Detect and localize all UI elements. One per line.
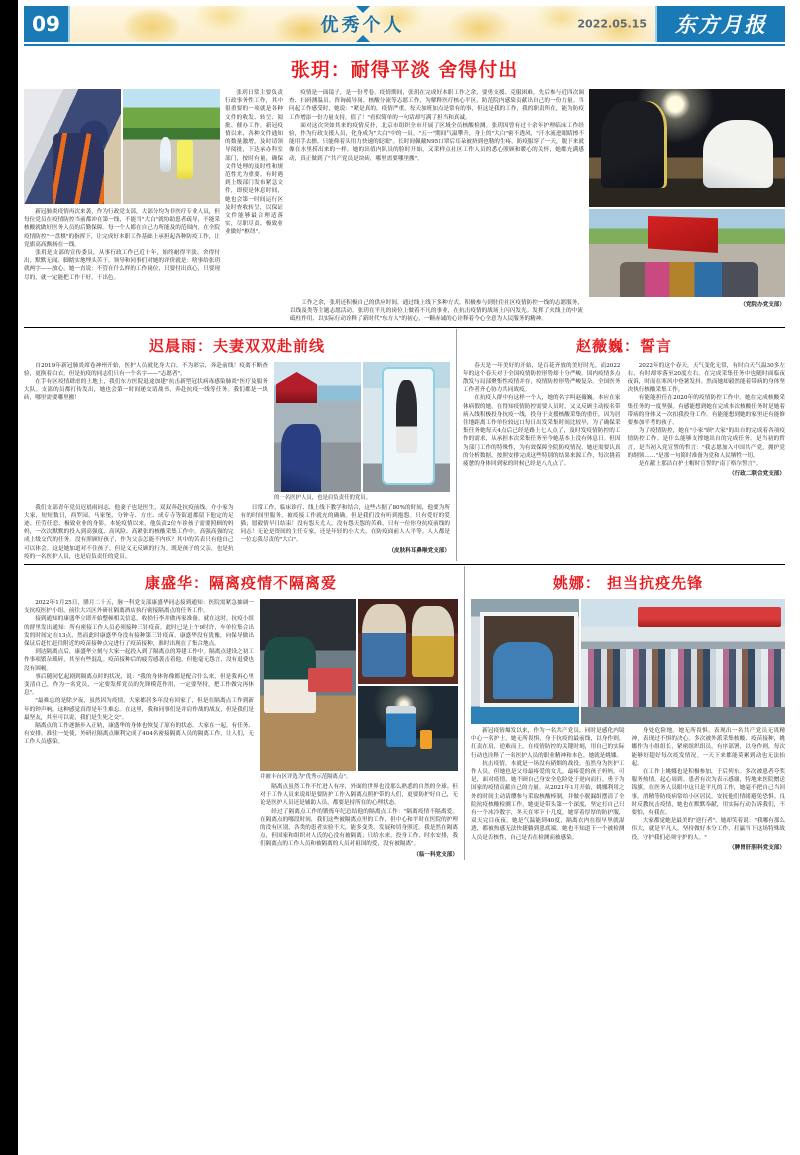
page-number: 09 [24, 6, 68, 42]
article1-signature: （党院办党支部） [740, 302, 785, 308]
article-chichenyu [24, 329, 456, 561]
paragraph: 为了疫情防控，她在"小家"顾"大家"的出自的完成着各项疫情防控工作。是什么能够支撑她出自的完成任务。是当初的哲言，是当初入党宣誓的哲言："我志愿加入中国共产党，拥护党的纲领……"是那一句简时准备为党和人民牺牲一切。 [627, 428, 785, 459]
article1-col1 [24, 204, 220, 282]
lab-staff-photo [260, 599, 356, 771]
paragraph: 是在献上那洁白护士帽时宣誓的"南丁格尔誓言"。 [638, 461, 762, 468]
paragraph: 隔离点虽然工作不忙进人有序，外面的世界也没那么熟悉的自然的全球。但对于工作人员来说却是要防护工作入隔离点照护带的人们，更要防护好自己，无论是医护人员还是辅助人员，都要是持所在的心理状态。 [260, 784, 458, 807]
article4-signature: （临一科党支部） [413, 851, 458, 858]
article-headline: 赵薇巍：誓言 [575, 336, 672, 355]
article1-left-media [24, 89, 220, 282]
paragraph: 张玥日常主要负责行政事务性工作，其中很重要的一项就是各种文件的收发、转呈、阅批、催办工作。新冠疫情以来，各种文件通知的数量激增，及时请领导阅批，下达承办科室部门，按时有量，确保文件处理的及时性和规范性尤为重要。有时遇到上级部门发布紧急文件，即使是休息时间，她也会第一时间运行区及时查收转呈，以保证文件能够最合理适落实，尽职尽责、极致业业做好"枢纽"。 [225, 90, 283, 236]
article2-col1 [24, 362, 268, 403]
article-headline: 康盛华：隔离疫情不隔离爱 [144, 574, 337, 593]
paragraph: 自2019年新冠肺炎席卷神州开始，医护人员就化身大白，不为彩宗，奔赴前线！疫离不断查验，更换着白衣，但是抗疫的同志们只有一个名字——"志愿者"。 [24, 362, 268, 377]
street-testing-site-photo [123, 89, 220, 204]
article-kangshenghua [24, 566, 464, 860]
article4-caption: 并被丰台区评选为"优秀示范隔离点"。 [260, 774, 352, 781]
article2-signature: （皮肤科耳鼻喉党支部） [388, 547, 450, 554]
paragraph: 身处危险地。她无所畏惧。表现出一名共产党员无畏精神，表现过不惧的决心。多次被外派采集核酸、疫苗接种，姚娜作为小组组长，紧密组织组员，有序部署，以身作则，每次能够好超好每次疫发情况。一天下来都能莫累到动也无法抬起。 [631, 728, 785, 767]
tent-testing-photo [274, 362, 361, 492]
issue-date: 2022.05.15 [577, 17, 647, 31]
article1-col3 [289, 89, 584, 163]
paragraph: 工作之余，张玥还积极自己的供应时间，通过线上线下多种方式，积极参与到驻住社区疫情防控一线的志愿服务，以线及类等主题志愿活动。张玥在平凡的岗位上做着不凡的事业，在抗击疫情的战场上闪闪发光。发挥了火线上的中流砥柱作用，以实际行动诠释了新时代"东方人"的初心，一颗赤诚的心诠释着今心全意为人民服务的精神。 [290, 300, 583, 323]
article-yaona [465, 566, 785, 860]
paragraph: 在工作上姚娜也是积极参加，于后列东。多次被患者夸奖服务热情。起心周到。患者有次为表示感谢，特地来医院赠送锦旗。在医务人员眼中这只是平凡的工作，她毫不把自己当回事。消精等防疫病常给小区居民，安抚他们情绪避免恐惧。良时反教抗击疫情，她也在默默奉献，用实际行动告诉我们，不要怕，有我在。 [631, 769, 785, 817]
section-title: 优秀个人 [320, 15, 405, 36]
paragraph: 隔离点的工作逐渐步入正轨，康盛华的身体也恢复了原有的状态。大家在一起，有任务、有安排、准往一处使，外研社隔离点顺利完成了404名密接隔离人员的隔离工作，让人们，无工作人员感染。 [24, 723, 254, 746]
right-bleed-bar [793, 0, 800, 1155]
article1-right-media [589, 89, 785, 297]
paragraph: 我们支部青年党员迟晨雨同志，他妻子也是医生，双双奔赴抗疫前线。介小家为大家，短短数日，西罗园、马家堡、分钟寺、方庄、成专寺等街道都留下他定的足迹、任劳任恋、极致业业的身影。本轮疫情以来，他负责2位车诊孩子需要照顾的妈妈，一次次默默的投入到高强度、高风险、高紧张的核酸采集工作中。高强高强的完成上级交代的任务。没有照顾好孩子，作为父亲怎能不内疚？其中的苦表只有他自己可以体会。这是她加道对不住孩子，但是义无反顾的行为。既是孩子的父亲，也是抗疫的一名医护人员，也是肩负责任的党员。 [24, 504, 234, 560]
paragraph: 有能能担任在2020年的疫情防控工作中。她在完成核酸采集任务的一度坚强。有感能想到她在完成本次核酸任务时是她着带病的身体又一次扣我投身工作。有能能想到她的家里还有能修要参加半考的孩子。 [627, 395, 785, 427]
paragraph: 疫情是一面镜子，是一份考卷。疫情期间，张玥在完成好本职工作之余，要勇支援、克服困难，先后参与近四次调查、扫码测温员、咨询疏导岗、核酸分流等志愿工作，为解释医疗核心平区，防范院内感染贡献出自己的一份力量。当问起工作感受时，她说："紧是真的，疫情严重，每天加班加点是常有的事，但这是我的工作，我的职责所在，能为防疫工作增添一份力量支持，值了！"看似简单的一句话却写满了担当和真诚。 [289, 90, 584, 121]
article-zhaoweiwei [457, 329, 785, 561]
article1-bottom-cols [24, 299, 785, 324]
paragraph: 经过了隔离点工作的锻炼年纪总结他的隔离点工作："隔离疫情不隔离爱。在隔离点的哪段时间，我们这些被隔离点里的工作，但中心和平时在医院的护理的没有区别，各类的患者实验不大，能多变类、发展和切身照近。我是然在隔离点，但国家和组织对人氏的心没有被隔离；只给水来，投身工作、时水安排，我们隔离点的工作人员和被隔离的人员对祖国的爱，没有被隔离"。 [260, 808, 458, 848]
ppe-staff-photo [358, 599, 458, 684]
article4-col2 [260, 783, 458, 849]
paragraph: 2022年1月25日，腊月二十五，脉一科党支部康盛华同志接到通知：医院需紧急抽调一支抗疫医护小组，前往大兴区外研社隔离酒店执行密接隔离点的任务工作。 [24, 600, 254, 615]
article2-caption: 的一名医护人员，也是肩负责任的党员。 [274, 494, 372, 501]
paragraph: 事后随同忆起剧到隔离点时的状况，说："我的身体你像都是配合什么来，但是我再心里变清自己，作为一名党员，一定要发挥党员的先锋模范作用，一定要坚持，把工作做完再休息"。 [24, 673, 254, 697]
page-content [18, 0, 793, 1155]
article4-col1 [24, 599, 254, 747]
article1-col2 [225, 89, 283, 237]
window-victory-photo [471, 599, 579, 724]
swab-closeup-photo [24, 89, 121, 204]
paragraph: 抗击疫情，本就是一场没有硝烟的战役。虽然身为医护工作人员，但她也是父母最疼爱的女儿，最疼爱的孩子妈妈。可是，面对疫情，她不顾自己身安全危险处于逆向而行。勇于为国家的疫情贡献自己的力量。从2021年1月开始，姚娜利用之外的时间主动请缨参与采取核酸棒制，并做小脱漏组摆清了全院抗疫核酸检测工作，她更是带头第一个深度，坚定打自己只有一个冰冷数字，冬天在零下十几度，她穿着厚厚的防护服，双天完目夜夜，她是气温能到40度，隔离衣内在很早里就湿透，都被热感无法快捷躺到患底端。她也不知道下一个被检测人员是否核性，自己是否在检测而被感染。 [471, 760, 625, 841]
paragraph: 春天是一年美好的开始，是百花齐放的美好时光。而2022年的这个春天对于全国疫情防控形势却十分严峻。国内疫情多点散发与局部聚集性疫情并存，疫情防控形势严峻复杂。全国医务工作者齐心协力共同战疫。 [463, 362, 621, 394]
paragraph: "最难忘的是除夕夜，虽然因为疫情，大家都居多年没有回家了，但是在隔离点工作到新年的钟声响，这种感觉真得是年生难忘。在这里，我和同事们是并肩作战的战友，但是我们是最坚友，其至可以说，我们是生死之交"。 [24, 698, 254, 721]
article-zhangyue [24, 49, 785, 324]
article2-col3 [241, 504, 451, 545]
article-row-2 [24, 329, 785, 561]
paragraph: 在手有区疫情肆虐的土地上，我们东方医院退途加建"抗击新型冠状病毒感染肺炎"医疗及服务大队。支部的员都打传发出，她也会第一时间递交请战书，奔赴抗疫一线等任务。我们都是一块砖，哪里需要哪里搬！ [24, 379, 268, 402]
crowd-gathering-photo [581, 599, 785, 724]
paper-nameplate: 东方月报 [657, 6, 785, 42]
row-separator-2 [24, 564, 785, 565]
row-separator-1 [24, 327, 785, 328]
night-station-photo [358, 686, 458, 771]
article-headline: 姚娜： 担当抗疫先锋 [552, 574, 704, 593]
masthead-rule [24, 44, 785, 46]
article2-col2 [24, 504, 234, 561]
paragraph: 新冠肺炎疫情再次来袭，作为行政党支部，大部分均为非医疗专业人员，但每位党员在疫情防控当前都冲在第一线，不能当"大白"就协助患者疏导，不能采核酸就做好医务人员的后勤保障。每一个人都在自己力所能及的范围内，在全院疫情防控"一盘棋"的指挥下，让完成好本职工作基础上承担起各种防疫工作，让党旗高高飘扬在一线。 [24, 209, 220, 248]
masthead [24, 6, 785, 42]
article3-col1 [463, 362, 621, 480]
masthead-banner [68, 6, 657, 42]
article-headline: 迟晨雨：夫妻双双赴前线 [148, 336, 325, 355]
article1-col4 [290, 299, 583, 324]
volunteer-group-banner-photo [589, 209, 785, 297]
night-testing-booth-photo [589, 89, 785, 207]
paragraph: 张玥是支部的宣传委员，从事行政工作已近十年，始终耐得平淡、舍得付出，默默无闻、脚踏实地埋头苦干。领导和同事们对她的评价就是：啥事给张玥就两字——放心。她一直说：不管在什么样的工作岗位，只要付出真心，只要现尽的，就一定能把工作干好，干出色。 [24, 250, 220, 281]
paragraph: 在抗疫人群中有这样一个人，她的名字叫赵薇巍。本应在家休病假的她，在得知疫情防控需要人员时，又义反顾主动报名带病入线积极投身抗疫一线，投身于支援核酸采集的重任。因为居住地距离工作单位较远口每日出发采集时间比较早，为了确保采集任务她每天4点后已经是路上七人点了，及时发疫情防控的工作的需求，从承担本次采集任务至今她基本上没有休息日。但因为部门工作的特殊性，为有效保障全院防疫情况，她还需要认真的分析数据，按照安排完成这些特别的结果来源工作，每次挑着疲惫的身体回到家的时候已经是八九点了。 [463, 395, 621, 468]
article5-col2 [632, 727, 786, 842]
article3-signature: （行政二联合党支部） [729, 471, 785, 478]
paragraph: 日常工作、临床诊疗、线上线下教学和结合，这些占据了80%的时间，他要为所有的时间里服务，被疫接工作就充的确确。但是我们没有听到抱怨。只有爱好的爱猫；愿毅情早日结束！没有怨天尤人，没有怨天怨的苦难，只有一位你身抗疫前线的同志！无论是资间的主任专家，还是年轻的小大夫，在防疫面前人人平等。人人都是一位忘我尽责的"大白"。 [240, 504, 450, 544]
paragraph: 到达隔离点后，康盛华立刻与大家一起投入到了隔离点的筹建工作中。隔离点建设之初工作事项繁杂琐碎，其至有些混乱。疫苗接种后的疲劳感袭击着他，但他毫无怨言，没有退费也没有困顿。 [24, 649, 254, 672]
paragraph: 大家都觉她是最美的"逆行者"。她却笑着说："我哪有那么伟大，就是平凡人。坚持做好本分工作，打赢当下这场特殊战役，守护我们必须守护的人。" [631, 818, 785, 841]
paragraph: 接到通知的康盛华立即开始整顿相关信息，收拾行李并做再家准备。就在这时，抗疫小组的群里发出通知：所有密接工作人员必须接种三针疫苗。此时已是上午9时许，车单位集合出发的时间定在13点，然而此时康盛华身没有接种第三针疫苗。康盛华没有犹豫，向保导做出保证后赶忙赶往附近的疫苗接种点完进行了疫苗接种，准时出现在了集合地点。 [24, 616, 254, 648]
article5-col1 [471, 727, 625, 853]
left-bleed-bar [0, 0, 18, 1155]
paragraph: 面对这次突如其来的疫情反扑，北京市组织全市开展了区域全员核酸检测。张玥因曾有过十余年护理临床工作经验，作为行政支援人员，化身成为"大白"中的一员。"五一"期间气温攀升，身上的"大白"密不透风，"汗水流进眼睛擦不能用手去擦，只能仰着头用力快速的眨眼"。长时间佩戴N95口罩后耳朵被挤到也勒的生疼，防疫服穿了一天，脱下来就像在水里捞出来的一样。她的出值内队员的脸时开始，又采样点社区工作人员的悉心照顾和暖心的关怀，她都充满感动，真正做到了"共产党员是块砖，哪里需要哪里搬"。 [289, 122, 584, 162]
article-row-3 [24, 566, 785, 860]
article5-signature: （脾胃肝胆科党支部） [729, 844, 785, 851]
paragraph: 新冠疫情爆发以来，作为一名共产党员，同时是感化内镜中心一名护士，她无所畏惧，身于抗疫的最前线，以身作则，扛责在肩，逆难而上。在疫情防控的关键时刻，用自己的实际行动也诠释了一名医护人员的职业精神和本色。她就是姚娜。 [471, 728, 625, 759]
paragraph: 2022年的这个春天，天气变化无常，有时白天气温30多左右，有时却零落至20度左右。在完成采集任务中也随时面临夜夜诉，时而在寒风中登薯发抖。然而她却毅然能着带病的身体坚决执行核酸采集工作。 [627, 362, 785, 394]
tent-worker-photo [363, 362, 450, 492]
article-headline: 张玥：耐得平淡 舍得付出 [290, 59, 519, 81]
article3-col2 [628, 362, 786, 469]
